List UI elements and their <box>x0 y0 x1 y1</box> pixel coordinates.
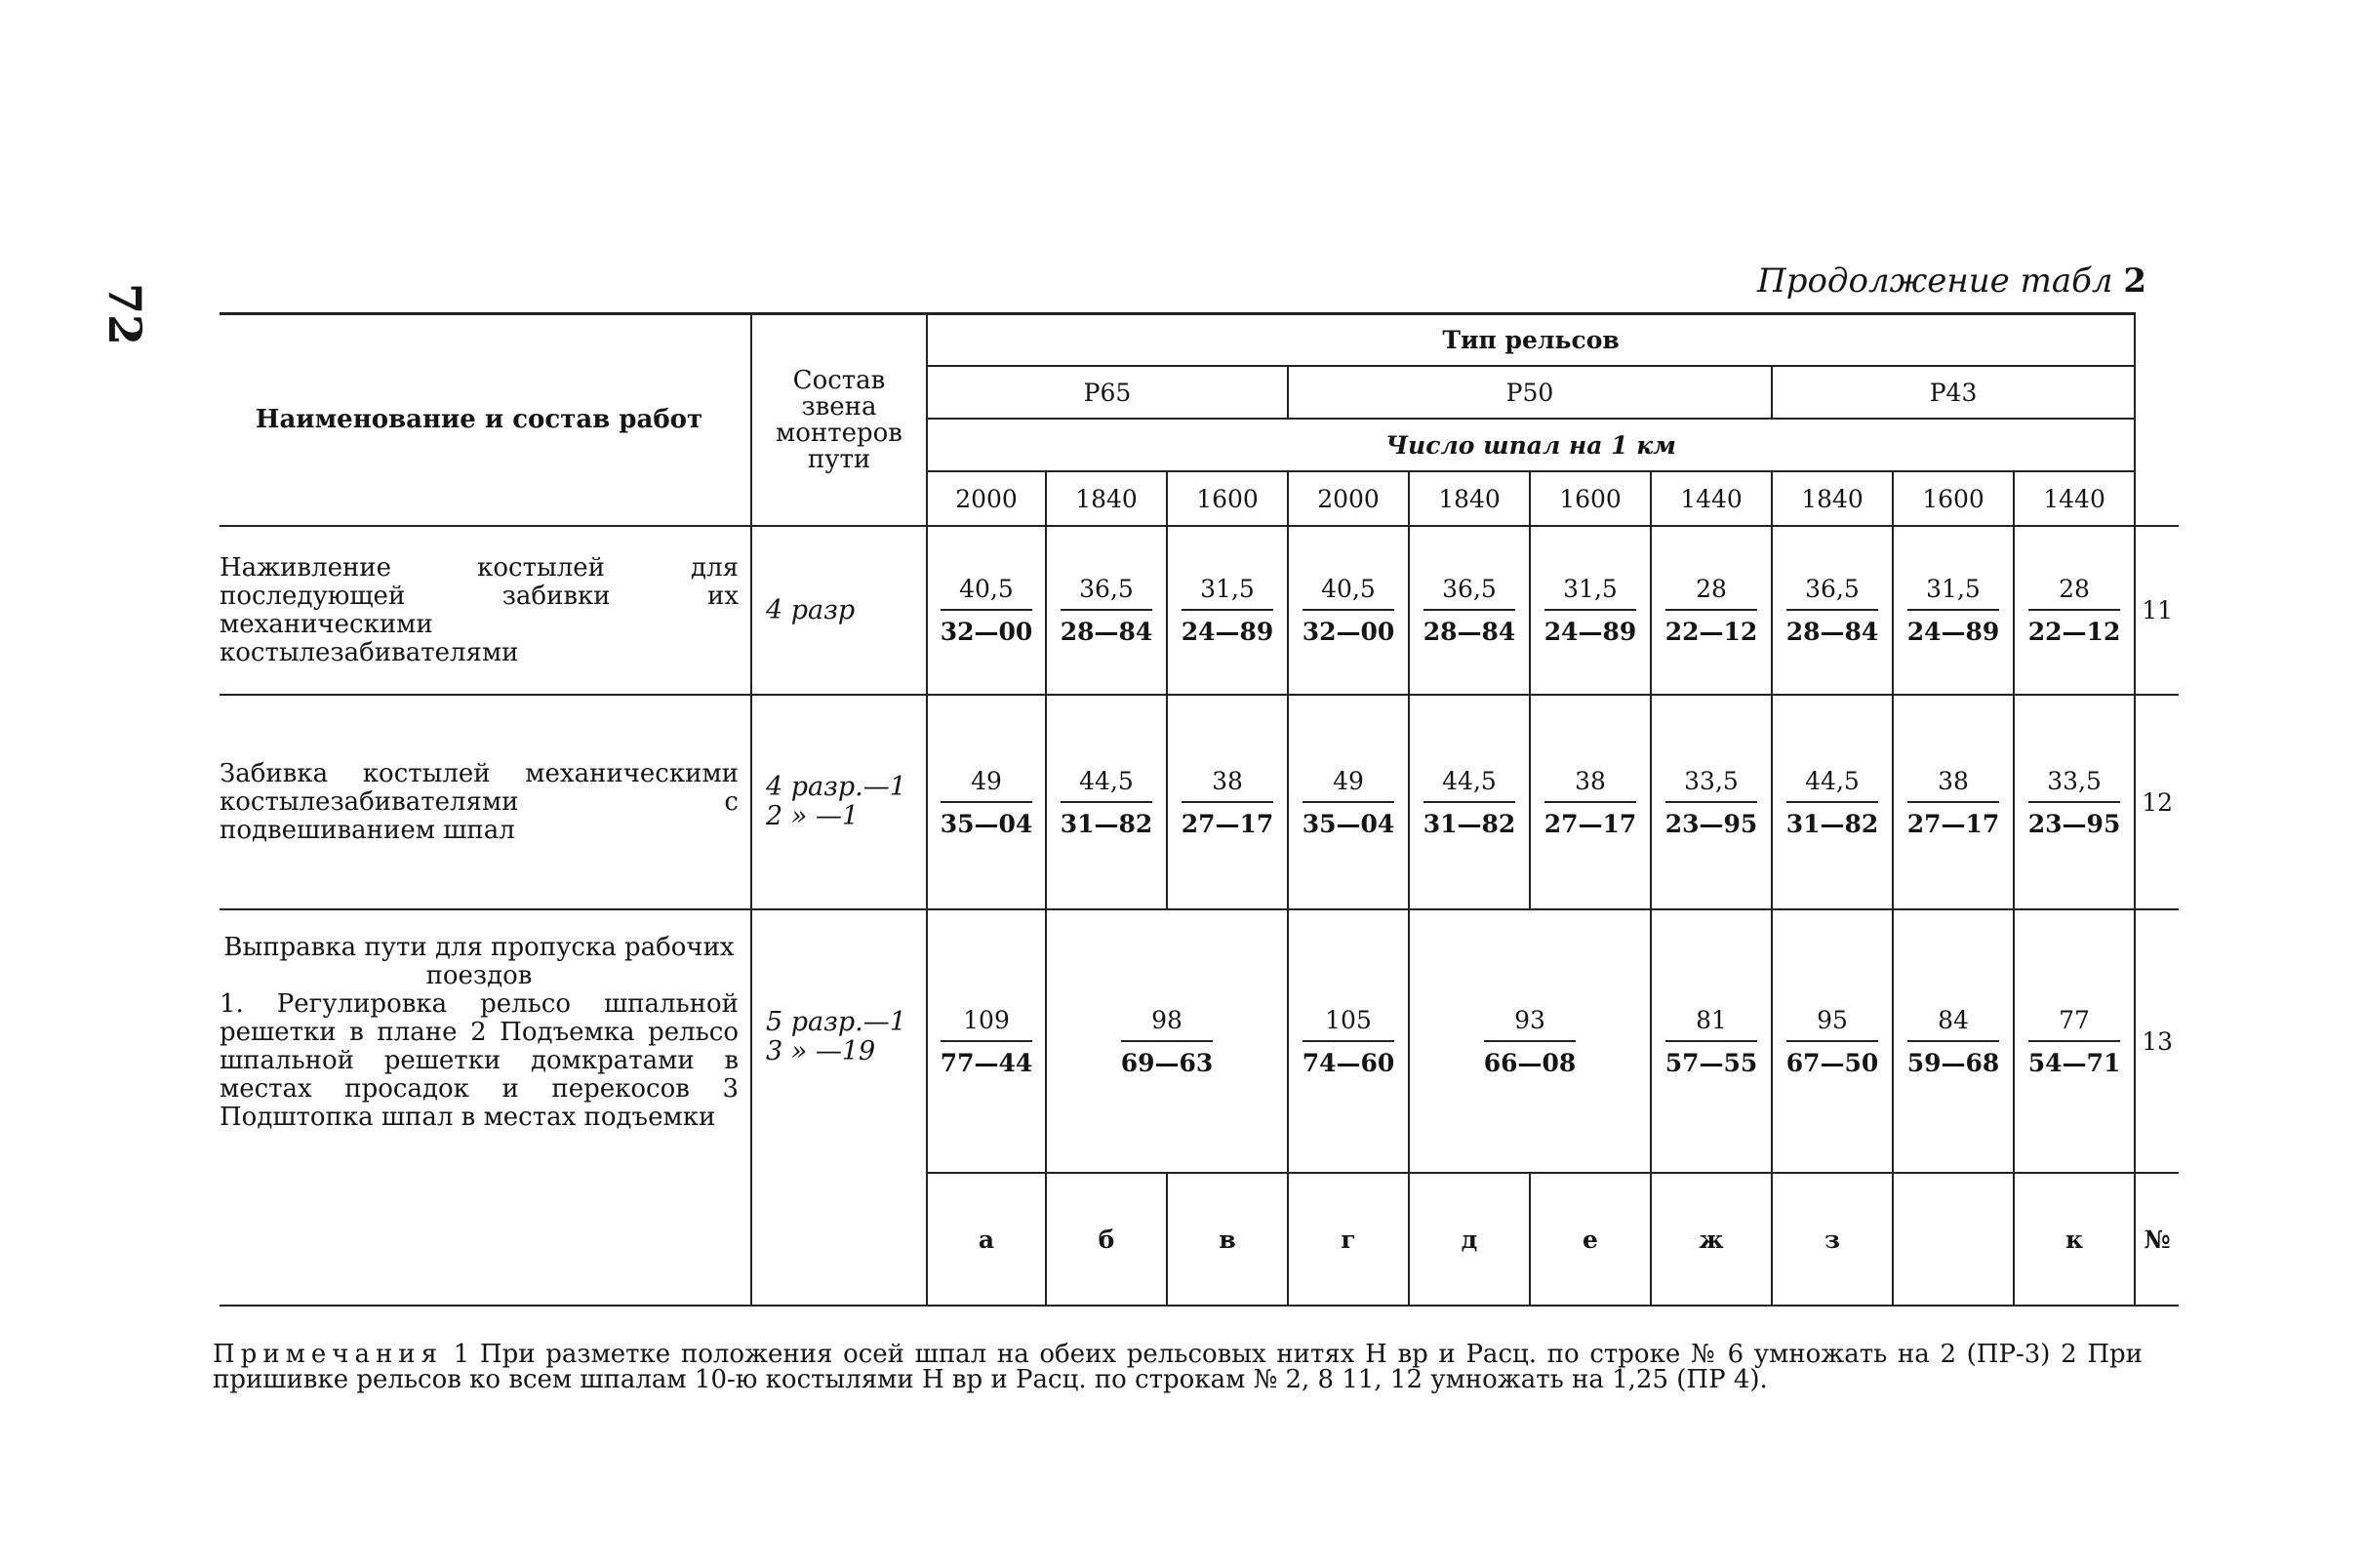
norm-fraction <box>1303 767 1395 838</box>
norm-cell <box>1046 909 1288 1173</box>
norm-fraction <box>1303 575 1395 646</box>
norm-fraction <box>1182 767 1274 838</box>
column-letter: д <box>1409 1173 1530 1306</box>
sleeper-count: 2000 <box>927 471 1046 526</box>
norm-fraction <box>1484 1006 1577 1077</box>
rate-value: 35—04 <box>940 809 1033 838</box>
sleeper-count: 1600 <box>1530 471 1651 526</box>
table-row <box>220 909 2179 1173</box>
time-norm: 81 <box>1665 1006 1758 1042</box>
norm-cell <box>1651 909 1772 1173</box>
norm-fraction <box>941 1006 1033 1077</box>
rate-value: 28—84 <box>1060 618 1153 646</box>
work-description: Забивка костылей механическими костылезабивателями с подвешиванием шпал <box>220 695 751 909</box>
rate-value: 35—04 <box>1302 809 1395 838</box>
time-norm: 109 <box>941 1006 1033 1042</box>
time-norm: 28 <box>1665 575 1758 611</box>
norm-fraction <box>1665 575 1758 646</box>
norm-fraction <box>1061 767 1153 838</box>
time-norm: 44,5 <box>1786 767 1879 803</box>
time-norm: 49 <box>941 767 1033 803</box>
crew-composition: 4 разр.—1 2 » —1 <box>751 695 927 909</box>
norm-cell <box>2014 909 2135 1173</box>
norm-fraction <box>1665 767 1758 838</box>
header-rail-type: Тип рельсов <box>927 315 2135 366</box>
rate-value: 54—71 <box>2027 1048 2121 1077</box>
header-crew: Состав звена монтеров пути <box>751 315 927 526</box>
norm-fraction <box>2028 575 2121 646</box>
sleeper-count: 1440 <box>2014 471 2135 526</box>
no-label: № <box>2135 1173 2179 1306</box>
norm-cell <box>1409 695 1530 909</box>
norm-cell <box>1893 526 2014 695</box>
norm-cell <box>1167 526 1288 695</box>
time-norm: 40,5 <box>941 575 1033 611</box>
norm-fraction <box>1907 575 2000 646</box>
time-norm: 93 <box>1484 1006 1577 1042</box>
notes: Примечания 1 При разметке положения осей шпал на обеих рельсовых нитях Н вр и Расц. по строке № 6 умножать на 2 (ПР-3) 2 При пришивке рельсов ко всем шпалам 10-ю костылями Н вр и Расц. по строкам № 2, 8 11, 12 умножать на 1,25 (ПР 4). <box>213 1340 2143 1394</box>
norm-cell <box>1288 526 1409 695</box>
rate-value: 59—68 <box>1906 1048 2000 1077</box>
rate-value: 77—44 <box>940 1048 1033 1077</box>
sleeper-count: 1600 <box>1893 471 2014 526</box>
time-norm: 36,5 <box>1423 575 1516 611</box>
column-letter <box>1893 1173 2014 1306</box>
norm-fraction <box>1121 1006 1214 1077</box>
rate-value: 27—17 <box>1543 809 1637 838</box>
time-norm: 105 <box>1303 1006 1395 1042</box>
norm-fraction <box>1423 767 1516 838</box>
norm-cell <box>1530 695 1651 909</box>
rate-value: 28—84 <box>1785 618 1879 646</box>
row-number: 11 <box>2135 526 2179 695</box>
sleeper-count: 1600 <box>1167 471 1288 526</box>
rail-group-1: P50 <box>1288 366 1772 419</box>
norm-cell <box>1288 909 1409 1173</box>
work-description: Выправка пути для пропуска рабочих поездов 1. Регулировка рельсо шпальной решетки в плане 2 Подъемка рельсо шпальной решетки домкратами в местах просадок и перекосов 3 Подштопка шпал в местах подъемки <box>220 909 751 1306</box>
norm-fraction <box>1061 575 1153 646</box>
column-letter: б <box>1046 1173 1167 1306</box>
norm-fraction <box>1907 767 2000 838</box>
norm-fraction <box>1544 767 1637 838</box>
rate-value: 24—89 <box>1181 618 1274 646</box>
norm-cell <box>1772 695 1893 909</box>
time-norm: 77 <box>2028 1006 2121 1042</box>
norm-cell <box>1288 695 1409 909</box>
norm-fraction <box>1303 1006 1395 1077</box>
time-norm: 36,5 <box>1061 575 1153 611</box>
rate-value: 24—89 <box>1906 618 2000 646</box>
norm-cell <box>1046 695 1167 909</box>
rate-value: 23—95 <box>1664 809 1758 838</box>
sleeper-count: 1840 <box>1409 471 1530 526</box>
column-letter: е <box>1530 1173 1651 1306</box>
column-letter: г <box>1288 1173 1409 1306</box>
norm-fraction <box>2028 767 2121 838</box>
rate-value: 24—89 <box>1543 618 1637 646</box>
row-number: 12 <box>2135 695 2179 909</box>
norm-fraction <box>1907 1006 2000 1077</box>
column-letter: з <box>1772 1173 1893 1306</box>
time-norm: 28 <box>2028 575 2121 611</box>
time-norm: 38 <box>1182 767 1274 803</box>
norm-cell <box>1409 909 1651 1173</box>
norm-fraction <box>1544 575 1637 646</box>
norm-fraction <box>941 767 1033 838</box>
norm-fraction <box>1182 575 1274 646</box>
rate-value: 31—82 <box>1423 809 1516 838</box>
norm-cell <box>1893 909 2014 1173</box>
norm-cell <box>927 695 1046 909</box>
rate-value: 31—82 <box>1060 809 1153 838</box>
page-number: 72 <box>99 283 151 346</box>
header-no-cell <box>2135 315 2179 526</box>
rate-value: 66—08 <box>1483 1048 1577 1077</box>
rate-value: 27—17 <box>1181 809 1274 838</box>
rate-value: 67—50 <box>1785 1048 1879 1077</box>
norm-cell <box>1409 526 1530 695</box>
time-norm: 44,5 <box>1061 767 1153 803</box>
rate-value: 57—55 <box>1664 1048 1758 1077</box>
norm-cell <box>1651 526 1772 695</box>
norm-fraction <box>2028 1006 2121 1077</box>
rate-value: 74—60 <box>1302 1048 1395 1077</box>
time-norm: 31,5 <box>1182 575 1274 611</box>
rate-value: 69—63 <box>1120 1048 1214 1077</box>
time-norm: 40,5 <box>1303 575 1395 611</box>
norm-cell <box>1651 695 1772 909</box>
header-work: Наименование и состав работ <box>220 315 751 526</box>
rail-group-2: P43 <box>1772 366 2135 419</box>
rate-value: 32—00 <box>940 618 1033 646</box>
norm-cell <box>1772 526 1893 695</box>
norm-cell <box>1893 695 2014 909</box>
norm-cell <box>1046 526 1167 695</box>
time-norm: 38 <box>1907 767 2000 803</box>
sleeper-count: 1440 <box>1651 471 1772 526</box>
norm-fraction <box>1423 575 1516 646</box>
column-letter: в <box>1167 1173 1288 1306</box>
norms-table <box>220 315 2179 1307</box>
crew-composition: 5 разр.—1 3 » —19 <box>751 909 927 1306</box>
sleeper-count: 1840 <box>1046 471 1167 526</box>
rate-value: 31—82 <box>1785 809 1879 838</box>
time-norm: 38 <box>1544 767 1637 803</box>
rail-group-0: P65 <box>927 366 1288 419</box>
norm-fraction <box>941 575 1033 646</box>
column-letter: к <box>2014 1173 2135 1306</box>
time-norm: 31,5 <box>1907 575 2000 611</box>
row-number: 13 <box>2135 909 2179 1173</box>
norm-cell <box>927 526 1046 695</box>
norm-cell <box>1167 695 1288 909</box>
rate-value: 23—95 <box>2027 809 2121 838</box>
norm-cell <box>927 909 1046 1173</box>
time-norm: 84 <box>1907 1006 2000 1042</box>
table-caption: Продолжение табл 2 <box>1757 261 2146 301</box>
time-norm: 49 <box>1303 767 1395 803</box>
norm-cell <box>1772 909 1893 1173</box>
crew-composition: 4 разр <box>751 526 927 695</box>
time-norm: 44,5 <box>1423 767 1516 803</box>
time-norm: 33,5 <box>2028 767 2121 803</box>
rate-value: 32—00 <box>1302 618 1395 646</box>
column-letter: ж <box>1651 1173 1772 1306</box>
norm-cell <box>2014 526 2135 695</box>
norm-fraction <box>1665 1006 1758 1077</box>
norm-fraction <box>1786 575 1879 646</box>
rate-value: 28—84 <box>1423 618 1516 646</box>
time-norm: 36,5 <box>1786 575 1879 611</box>
rate-value: 27—17 <box>1906 809 2000 838</box>
header-sleepers: Число шпал на 1 км <box>927 419 2135 471</box>
sleeper-count: 2000 <box>1288 471 1409 526</box>
time-norm: 95 <box>1786 1006 1879 1042</box>
norm-fraction <box>1786 767 1879 838</box>
table-row <box>220 526 2179 695</box>
work-description: Наживление костылей для последующей забивки их механическими костылезабивателями <box>220 526 751 695</box>
norm-cell <box>1530 526 1651 695</box>
norm-cell <box>2014 695 2135 909</box>
sleeper-count: 1840 <box>1772 471 1893 526</box>
rate-value: 22—12 <box>2027 618 2121 646</box>
time-norm: 33,5 <box>1665 767 1758 803</box>
rate-value: 22—12 <box>1664 618 1758 646</box>
column-letter: а <box>927 1173 1046 1306</box>
table-row <box>220 695 2179 909</box>
time-norm: 31,5 <box>1544 575 1637 611</box>
norm-fraction <box>1786 1006 1879 1077</box>
time-norm: 98 <box>1121 1006 1214 1042</box>
